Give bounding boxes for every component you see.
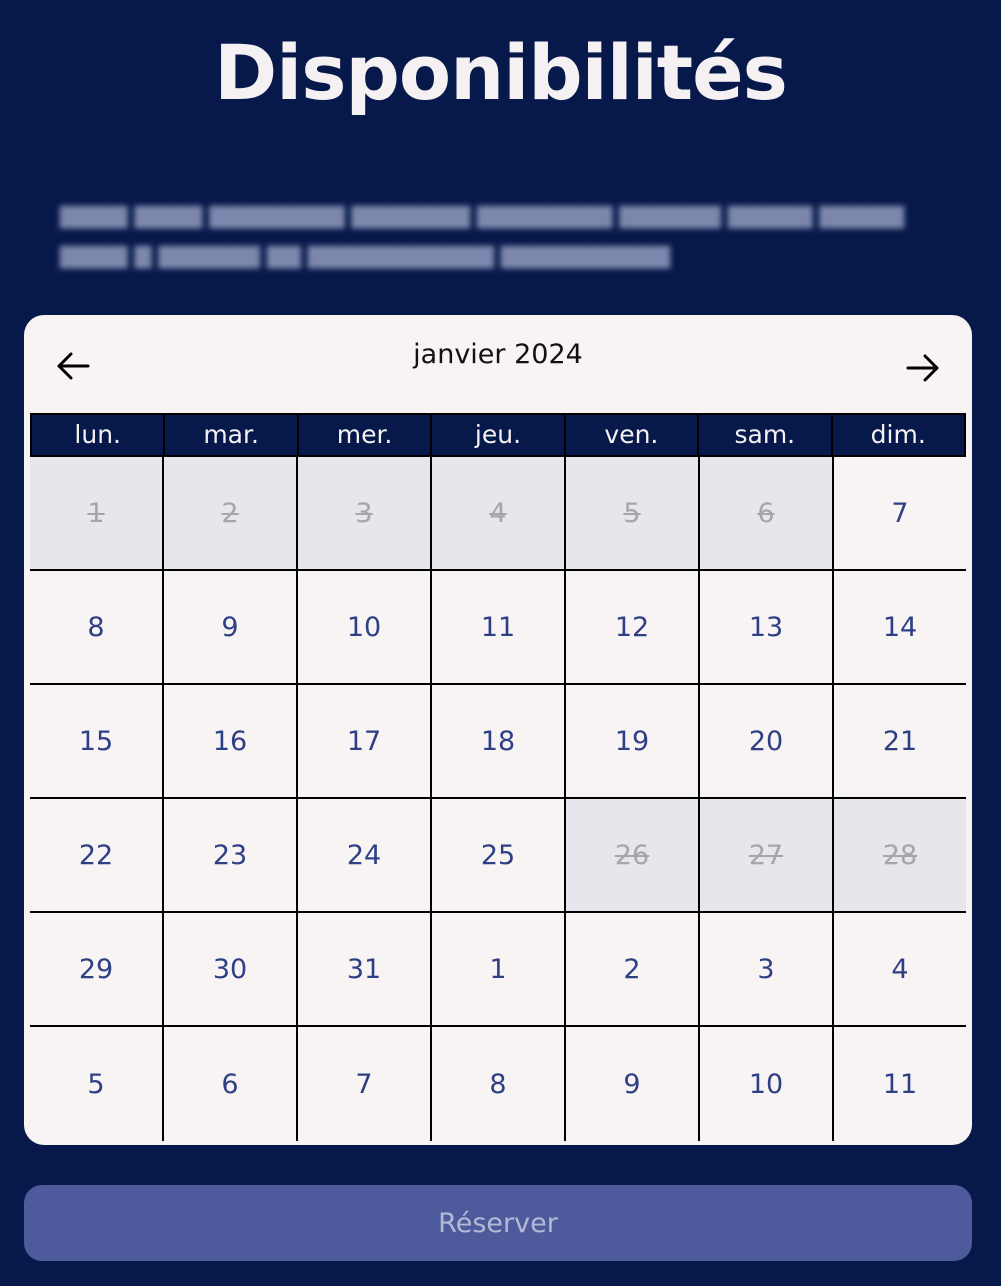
page-title: Disponibilités bbox=[214, 28, 787, 117]
day-cell[interactable]: 18 bbox=[432, 685, 566, 799]
day-cell[interactable]: 10 bbox=[700, 1027, 834, 1141]
next-month-button[interactable] bbox=[900, 345, 946, 391]
day-cell[interactable]: 6 bbox=[164, 1027, 298, 1141]
calendar bbox=[24, 315, 972, 1145]
day-cell[interactable]: 30 bbox=[164, 913, 298, 1027]
day-cell[interactable]: 25 bbox=[432, 799, 566, 913]
day-cell[interactable]: 21 bbox=[834, 685, 966, 799]
day-cell[interactable]: 4 bbox=[834, 913, 966, 1027]
description-line-1: ▇▇▇▇ ▇▇▇▇ ▇▇▇▇▇▇▇▇ ▇▇▇▇▇▇▇ ▇▇▇▇▇▇▇▇ ▇▇▇▇▇▇ ▇▇▇▇▇ ▇▇▇▇▇ bbox=[60, 204, 905, 229]
day-cell-unavailable: 4 bbox=[432, 457, 566, 571]
day-cell[interactable]: 8 bbox=[432, 1027, 566, 1141]
day-cell[interactable]: 9 bbox=[164, 571, 298, 685]
weekday-label: lun. bbox=[32, 415, 165, 455]
day-cell[interactable]: 15 bbox=[30, 685, 164, 799]
weekday-label: jeu. bbox=[432, 415, 565, 455]
day-cell-unavailable: 27 bbox=[700, 799, 834, 913]
day-cell[interactable]: 24 bbox=[298, 799, 432, 913]
description-text bbox=[60, 197, 920, 277]
day-cell[interactable]: 13 bbox=[700, 571, 834, 685]
day-cell[interactable]: 16 bbox=[164, 685, 298, 799]
calendar-header bbox=[24, 315, 972, 413]
day-cell[interactable]: 14 bbox=[834, 571, 966, 685]
day-cell-unavailable: 3 bbox=[298, 457, 432, 571]
day-cell[interactable]: 10 bbox=[298, 571, 432, 685]
day-cell[interactable]: 8 bbox=[30, 571, 164, 685]
description-line-2: ▇▇▇▇ ▇ ▇▇▇▇▇▇ ▇▇ ▇▇▇▇▇▇▇▇▇▇▇ ▇▇▇▇▇▇▇▇▇▇ bbox=[60, 244, 671, 269]
weeks-container bbox=[30, 457, 966, 1141]
day-cell[interactable]: 19 bbox=[566, 685, 700, 799]
day-cell[interactable]: 7 bbox=[298, 1027, 432, 1141]
weekday-label: mar. bbox=[165, 415, 298, 455]
day-cell[interactable]: 23 bbox=[164, 799, 298, 913]
day-cell[interactable]: 11 bbox=[432, 571, 566, 685]
weekday-label: ven. bbox=[566, 415, 699, 455]
week-row bbox=[30, 799, 966, 913]
day-cell-unavailable: 1 bbox=[30, 457, 164, 571]
day-cell[interactable]: 2 bbox=[566, 913, 700, 1027]
weekday-label: dim. bbox=[870, 420, 926, 449]
calendar-grid bbox=[30, 413, 966, 1141]
day-cell[interactable]: 29 bbox=[30, 913, 164, 1027]
day-cell[interactable]: 9 bbox=[566, 1027, 700, 1141]
day-cell[interactable]: 22 bbox=[30, 799, 164, 913]
day-cell[interactable]: 20 bbox=[700, 685, 834, 799]
day-cell[interactable]: 17 bbox=[298, 685, 432, 799]
weekday-label: sam. bbox=[699, 415, 832, 455]
arrow-right-icon bbox=[906, 353, 940, 383]
day-cell[interactable]: 11 bbox=[882, 1068, 918, 1100]
day-cell-unavailable: 6 bbox=[700, 457, 834, 571]
weekday-header-row bbox=[30, 413, 966, 457]
day-cell[interactable]: 31 bbox=[298, 913, 432, 1027]
day-cell[interactable]: 12 bbox=[566, 571, 700, 685]
week-row bbox=[30, 571, 966, 685]
week-row bbox=[30, 685, 966, 799]
day-cell[interactable]: 5 bbox=[30, 1027, 164, 1141]
weekday-label: mer. bbox=[299, 415, 432, 455]
day-cell[interactable]: 7 bbox=[834, 457, 966, 571]
day-cell-unavailable: 26 bbox=[566, 799, 700, 913]
week-row bbox=[30, 913, 966, 1027]
month-label: janvier 2024 bbox=[413, 339, 583, 370]
week-row bbox=[30, 457, 966, 571]
week-row bbox=[30, 1027, 966, 1141]
day-cell-unavailable: 28 bbox=[834, 799, 966, 913]
day-cell[interactable]: 3 bbox=[700, 913, 834, 1027]
day-cell-unavailable: 5 bbox=[566, 457, 700, 571]
day-cell-unavailable: 2 bbox=[164, 457, 298, 571]
day-cell[interactable]: 1 bbox=[432, 913, 566, 1027]
reserve-button[interactable]: Réserver bbox=[24, 1185, 972, 1261]
